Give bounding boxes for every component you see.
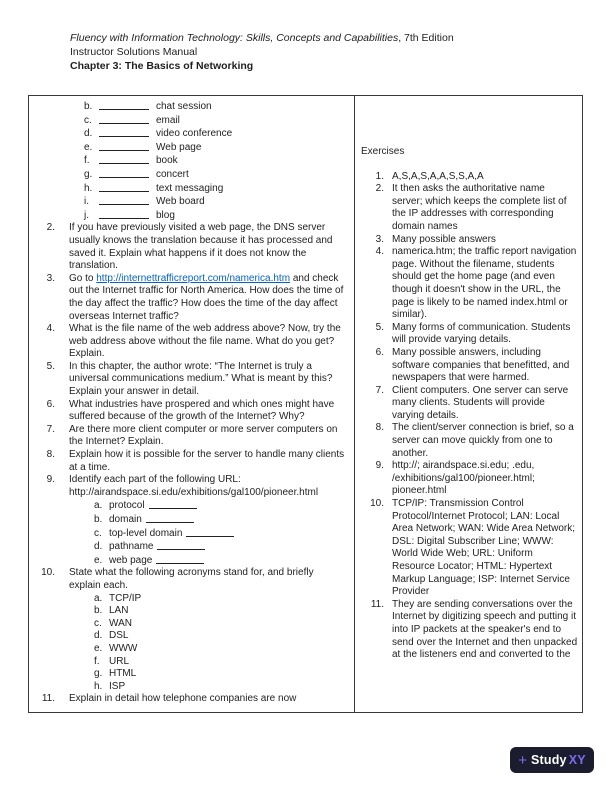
question-body: Explain in detail how telephone companies are now xyxy=(69,693,297,705)
subitem-letter: a. xyxy=(94,592,103,604)
matching-label: Web page xyxy=(156,141,202,153)
answer-text: A,S,A,S,A,A,S,S,A,A xyxy=(392,170,484,182)
matching-letter: b. xyxy=(84,101,93,112)
subitem-letter: b. xyxy=(94,514,103,525)
subitem-label: ISP xyxy=(109,680,126,692)
matching-letter: h. xyxy=(84,182,93,194)
matching-label: email xyxy=(156,114,180,126)
question-subitem xyxy=(69,630,348,643)
matching-label: chat session xyxy=(156,101,212,112)
question-text xyxy=(69,361,354,399)
question-text-before: Go to xyxy=(69,272,97,284)
question-subitem xyxy=(69,593,348,606)
subitem-label: HTML xyxy=(109,668,137,680)
matching-row xyxy=(29,100,354,114)
plus-icon: + xyxy=(518,751,527,769)
answer-item xyxy=(355,234,582,247)
question-subitem xyxy=(69,668,348,681)
book-title xyxy=(70,31,454,45)
matching-label: concert xyxy=(156,168,189,180)
subitem-letter: g. xyxy=(94,668,103,680)
question-number: 4. xyxy=(46,323,55,335)
answer-text: The client/server connection is brief, so a server can move quickly from one to another. xyxy=(392,422,574,459)
answer-item xyxy=(355,322,582,347)
answer-text: Many possible answers, including software companies that benefitted, and newspapers that were harmed. xyxy=(392,346,570,384)
content-table xyxy=(28,95,583,713)
subitem-label: pathname xyxy=(109,541,154,553)
subitem-label: top-level domain xyxy=(109,527,183,539)
question-body: Identify each part of the following URL: http://airandspace.si.edu/exhibitions/gal100/pioneer.html xyxy=(69,474,319,498)
questions-list xyxy=(29,222,354,706)
question-item xyxy=(29,424,354,449)
matching-row xyxy=(29,154,354,168)
answer-item xyxy=(355,246,582,322)
question-subitem xyxy=(69,554,348,568)
matching-letter: j. xyxy=(84,209,89,221)
subitem-label: DSL xyxy=(109,630,129,642)
answer-item xyxy=(355,385,582,423)
question-subitem xyxy=(69,513,348,527)
book-title-edition: , 7th Edition xyxy=(398,32,454,44)
subitem-label: domain xyxy=(109,514,142,525)
matching-letter: g. xyxy=(84,168,93,180)
question-item xyxy=(29,361,354,399)
answer-number: 6. xyxy=(375,346,384,358)
answer-item xyxy=(355,422,582,460)
answer-item xyxy=(355,498,582,599)
answer-text: Many possible answers xyxy=(392,233,496,245)
answers-list xyxy=(355,171,582,662)
answer-number: 4. xyxy=(375,246,384,258)
answer-text: http://; airandspace.si.edu; .edu, /exhibitions/gal100/pioneer.html; pioneer.html xyxy=(392,460,535,497)
blank-line xyxy=(99,155,149,164)
blank-line xyxy=(99,128,149,137)
matching-row xyxy=(29,114,354,128)
subitem-letter: c. xyxy=(94,527,102,539)
question-item xyxy=(29,474,354,567)
studyxy-logo xyxy=(510,747,594,773)
question-text xyxy=(69,273,354,323)
subitem-label: protocol xyxy=(109,500,145,512)
question-text xyxy=(69,474,354,567)
subitem-letter: d. xyxy=(94,541,103,553)
question-number: 9. xyxy=(46,474,55,486)
matching-row xyxy=(29,209,354,223)
question-item xyxy=(29,693,354,706)
subitem-letter: e. xyxy=(94,642,103,654)
subitem-letter: e. xyxy=(94,554,103,566)
answer-item xyxy=(355,599,582,662)
question-text xyxy=(69,399,354,424)
matching-label: video conference xyxy=(156,128,233,140)
answer-number: 8. xyxy=(375,422,384,434)
answer-number: 10. xyxy=(370,498,384,510)
subitem-letter: f. xyxy=(94,655,100,667)
answer-text: TCP/IP: Transmission Control Protocol/Internet Protocol; LAN: Local Area Network; WAN: Wide Area Network; DSL: Digital Subscriber Line; WWW: World Wide Web; URL: Uniform Resource Locator; HTML: Hypertext Markup Language; ISP: Internet Service Provider xyxy=(392,498,576,598)
answer-item xyxy=(355,347,582,385)
answer-text: Client computers. One server can serve many clients. Students will provide varying details. xyxy=(392,384,569,421)
subitem-letter: a. xyxy=(94,500,103,512)
matching-letter: d. xyxy=(84,128,93,140)
matching-list xyxy=(29,100,354,222)
matching-row xyxy=(29,182,354,196)
subitem-label: TCP/IP xyxy=(109,592,142,604)
question-text-after: and check out the Internet traffic for North America. How does the time of the day affect the traffic? How does the time of the day affect overseas Internet traffic? xyxy=(69,272,344,322)
question-body: Explain how it is possible for the server to handle many clients at a time. xyxy=(69,449,345,473)
question-text xyxy=(69,323,354,361)
answer-text: Many forms of communication. Students will provide varying details. xyxy=(392,321,571,346)
question-number: 11. xyxy=(41,693,55,705)
answer-item xyxy=(355,460,582,498)
blank-line xyxy=(146,514,194,523)
question-number: 6. xyxy=(46,398,55,410)
matching-label: book xyxy=(156,155,178,167)
question-item xyxy=(29,449,354,474)
questions-column xyxy=(29,96,354,712)
question-text xyxy=(69,424,354,449)
blank-line xyxy=(99,101,149,110)
matching-letter: c. xyxy=(84,114,92,126)
matching-row xyxy=(29,168,354,182)
document-header xyxy=(70,31,454,73)
blank-line xyxy=(157,541,205,550)
matching-row xyxy=(29,195,354,209)
blank-line xyxy=(99,196,149,205)
question-text xyxy=(69,222,354,272)
answer-text: It then asks the authoritative name server; which keeps the complete list of the IP addresses with corresponding domain names xyxy=(392,183,567,232)
question-subitem xyxy=(69,656,348,669)
subitem-letter: c. xyxy=(94,617,102,629)
answer-number: 1. xyxy=(375,170,384,182)
blank-line xyxy=(99,142,149,151)
question-item xyxy=(29,273,354,323)
question-item xyxy=(29,222,354,272)
subitem-label: web page xyxy=(109,554,153,566)
question-item xyxy=(29,323,354,361)
question-text xyxy=(69,567,354,693)
answer-number: 2. xyxy=(375,183,384,195)
question-number: 7. xyxy=(46,423,55,435)
blank-line xyxy=(99,115,149,124)
question-item xyxy=(29,567,354,693)
answer-number: 11. xyxy=(370,598,384,610)
question-number: 5. xyxy=(46,360,55,372)
logo-text-accent: XY xyxy=(568,753,586,767)
answer-number: 7. xyxy=(375,384,384,396)
blank-line xyxy=(99,169,149,178)
question-body: If you have previously visited a web page, the DNS server usually knows the translation because it has processed and saved it. Explain what happens if it does not know the translation. xyxy=(69,222,333,272)
matching-row xyxy=(29,127,354,141)
chapter-title: Chapter 3: The Basics of Networking xyxy=(70,60,254,72)
subitem-letter: b. xyxy=(94,605,103,617)
question-subitem xyxy=(69,540,348,554)
hyperlink[interactable]: http://internettrafficreport.com/namerica.htm xyxy=(96,272,291,284)
question-text xyxy=(69,449,354,474)
question-text xyxy=(69,693,354,706)
manual-subtitle: Instructor Solutions Manual xyxy=(70,46,198,58)
answer-number: 9. xyxy=(375,460,384,472)
question-subitem xyxy=(69,605,348,618)
question-body: What industries have prospered and which ones might have suffered because of the growth of the Internet? Why? xyxy=(69,398,335,423)
matching-letter: i. xyxy=(84,196,89,208)
subitem-label: WWW xyxy=(109,642,138,654)
blank-line xyxy=(99,210,149,219)
question-body: Are there more client computer or more server computers on the Internet? Explain. xyxy=(69,423,338,448)
question-subitem xyxy=(69,681,348,694)
blank-line xyxy=(99,183,149,192)
answer-number: 5. xyxy=(375,321,384,333)
question-subitem xyxy=(69,499,348,513)
blank-line xyxy=(149,500,197,509)
matching-row xyxy=(29,141,354,155)
question-number: 8. xyxy=(46,449,55,461)
answer-number: 3. xyxy=(375,233,384,245)
question-subitem xyxy=(69,527,348,541)
subitem-letter: h. xyxy=(94,680,103,692)
exercises-heading: Exercises xyxy=(361,146,405,157)
question-subitem xyxy=(69,643,348,656)
matching-label: blog xyxy=(156,209,175,221)
book-title-italic: Fluency with Information Technology: Skills, Concepts and Capabilities xyxy=(70,32,399,44)
matching-letter: f. xyxy=(84,155,90,167)
question-number: 10. xyxy=(41,567,55,579)
question-subitem xyxy=(69,618,348,631)
subitem-label: WAN xyxy=(109,617,132,629)
answer-item xyxy=(355,183,582,233)
question-body: State what the following acronyms stand for, and briefly explain each. xyxy=(69,567,314,591)
question-body: In this chapter, the author wrote: “The Internet is truly a universal communications medium.” What is meant by this? Explain your answer in detail. xyxy=(69,360,333,398)
answer-item xyxy=(355,171,582,184)
answers-column xyxy=(354,96,582,712)
answer-text: They are sending conversations over the Internet by digitizing speech and putting it into IP packets at the speaker's end to send over the Internet and then unpacked at the listeners end and converted to the xyxy=(392,598,578,661)
question-number: 2. xyxy=(46,222,55,234)
logo-text-primary: Study xyxy=(530,753,567,767)
question-number: 3. xyxy=(46,272,55,284)
question-body: What is the file name of the web address above? Now, try the web address above without the file name. What do you get? Explain. xyxy=(69,323,341,360)
matching-letter: e. xyxy=(84,141,93,153)
matching-label: text messaging xyxy=(156,182,224,194)
subitem-letter: d. xyxy=(94,630,103,642)
blank-line xyxy=(156,555,204,564)
answer-text: namerica.htm; the traffic report navigation page. Without the filename, students should get the home page (and even though it doesn't show in the URL, the page is likely to be named index.html or similar). xyxy=(392,246,577,321)
subitem-label: LAN xyxy=(109,605,129,617)
subitem-label: URL xyxy=(109,655,130,667)
blank-line xyxy=(186,528,234,537)
question-item xyxy=(29,399,354,424)
matching-label: Web board xyxy=(156,196,205,208)
